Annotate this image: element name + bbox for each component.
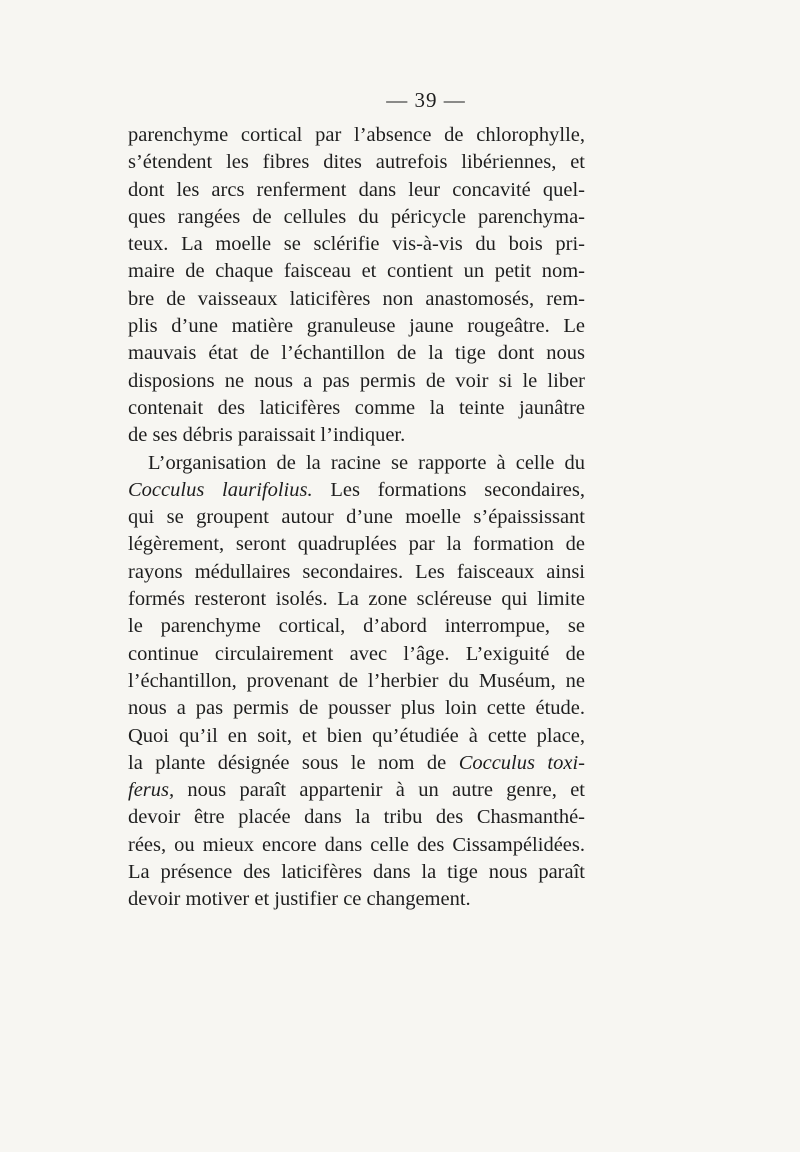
text-line: devoir motiver et justifier ce changement. (128, 888, 471, 911)
text-line: teux. La moelle se sclérifie vis-à-vis du bois pri- (128, 233, 585, 256)
italic-species-name: Cocculus laurifolius. (128, 478, 313, 501)
page-number: — 39 — (386, 88, 466, 112)
text-line: devoir être placée dans la tribu des Chasmanthé- (128, 806, 585, 829)
text-line: rées, ou mieux encore dans celle des Cissampélidées. (128, 833, 585, 856)
text-line: ques rangées de cellules du péricycle parenchyma- (128, 205, 585, 228)
text-span: nous paraît appartenir à un autre genre, et (174, 779, 585, 802)
text-line: l’échantillon, provenant de l’herbier du Muséum, ne (128, 669, 585, 692)
text-line: L’organisation de la racine se rapporte à celle du (148, 451, 585, 474)
text-line: plis d’une matière granuleuse jaune rougeâtre. Le (128, 315, 585, 338)
text-line: qui se groupent autour d’une moelle s’épaississant (128, 506, 585, 529)
text-line: rayons médullaires secondaires. Les faisceaux ainsi (128, 560, 585, 583)
text-line: dont les arcs renferment dans leur concavité quel- (128, 178, 585, 201)
text-line (128, 777, 585, 804)
text-line: Quoi qu’il en soit, et bien qu’étudiée à cette place, (128, 724, 585, 747)
text-line: parenchyme cortical par l’absence de chlorophylle, (128, 124, 585, 146)
text-line: maire de chaque faisceau et contient un petit nom- (128, 260, 585, 283)
text-line: légèrement, seront quadruplées par la formation de (128, 533, 585, 556)
text-line: de ses débris paraissait l’indiquer. (128, 424, 406, 447)
text-line: bre de vaisseaux laticifères non anastomosés, rem- (128, 287, 585, 310)
text-line: le parenchyme cortical, d’abord interrompue, se (128, 615, 585, 638)
text-line: mauvais état de l’échantillon de la tige dont nous (128, 342, 585, 365)
text-span: Les formations secondaires, (312, 478, 585, 501)
text-line: disposions ne nous a pas permis de voir si le liber (128, 369, 585, 392)
text-line: contenait des laticifères comme la teinte jaunâtre (128, 396, 585, 419)
text-line: nous a pas permis de pousser plus loin cette étude. (128, 697, 585, 720)
text-span: la plante désignée sous le nom de (128, 751, 459, 774)
italic-species-name: ferus, (128, 779, 175, 802)
text-line: continue circulairement avec l’âge. L’exiguité de (128, 642, 585, 665)
text-line (128, 477, 585, 504)
text-line: La présence des laticifères dans la tige nous paraît (128, 861, 585, 884)
body-text (128, 122, 585, 914)
text-line: formés resteront isolés. La zone scléreuse qui limite (128, 588, 585, 611)
text-line: s’étendent les fibres dites autrefois libériennes, et (128, 151, 585, 174)
text-line (128, 750, 585, 777)
italic-species-name: Cocculus toxi- (458, 751, 585, 774)
